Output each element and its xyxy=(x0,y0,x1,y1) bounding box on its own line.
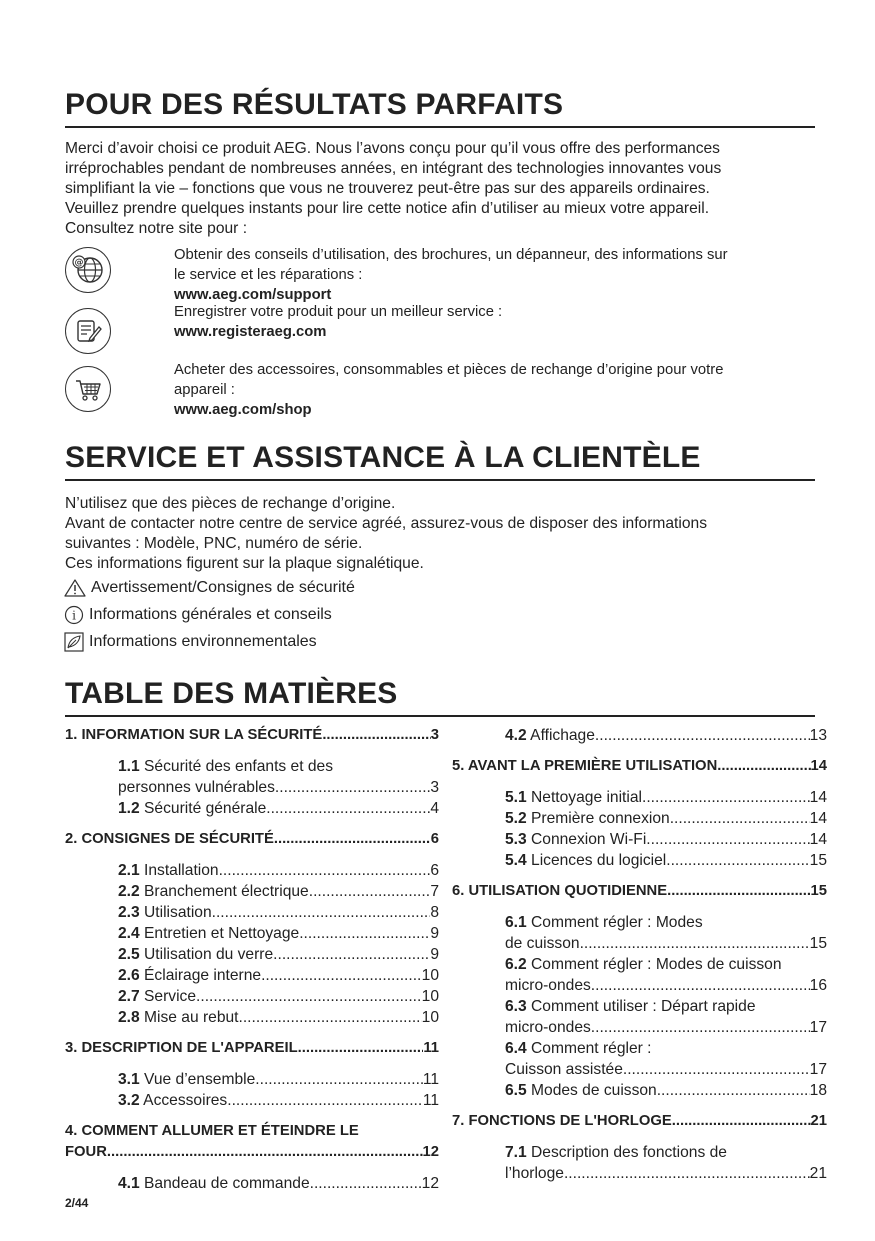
toc-entry-6-5[interactable]: 6.5 Modes de cuisson ..... 18 xyxy=(452,1080,827,1101)
leaf-icon xyxy=(63,632,85,652)
legend-info: i Informations générales et conseils xyxy=(63,605,332,625)
toc-entry-6-2[interactable]: 6.2 Comment régler : Modes de cuisson micro-ondes ..... 16 xyxy=(452,954,827,996)
toc-chapter-2[interactable]: 2. CONSIGNES DE SÉCURITÉ ..... 6 xyxy=(65,829,439,850)
toc-entry-1-1[interactable]: 1.1 Sécurité des enfants et des personnes vulnérables ..... 3 xyxy=(65,756,439,798)
toc-chapter-1[interactable]: 1. INFORMATION SUR LA SÉCURITÉ ..... 3 xyxy=(65,725,439,746)
legend-warning: Avertissement/Consignes de sécurité xyxy=(63,578,355,598)
toc-entry-2-8[interactable]: 2.8 Mise au rebut ..... 10 xyxy=(65,1007,439,1028)
support-link[interactable]: www.aeg.com/support xyxy=(174,287,332,303)
toc-entry-4-1[interactable]: 4.1 Bandeau de commande ..... 12 xyxy=(65,1173,439,1194)
toc-entry-2-6[interactable]: 2.6 Éclairage interne ..... 10 xyxy=(65,965,439,986)
toc-entry-2-3[interactable]: 2.3 Utilisation ..... 8 xyxy=(65,902,439,923)
toc-entry-6-1[interactable]: 6.1 Comment régler : Modes de cuisson ..... 15 xyxy=(452,912,827,954)
toc-entry-5-4[interactable]: 5.4 Licences du logiciel ..... 15 xyxy=(452,850,827,871)
toc-right-column xyxy=(452,725,827,1184)
toc-entry-5-3[interactable]: 5.3 Connexion Wi-Fi ..... 14 xyxy=(452,829,827,850)
toc-entry-2-7[interactable]: 2.7 Service ..... 10 xyxy=(65,986,439,1007)
page-number: 2/44 xyxy=(65,1196,89,1210)
toc-entry-2-2[interactable]: 2.2 Branchement électrique ..... 7 xyxy=(65,881,439,902)
toc-chapter-3[interactable]: 3. DESCRIPTION DE L'APPAREIL ..... 11 xyxy=(65,1038,439,1059)
register-text: Enregistrer votre produit pour un meilleur service : www.registeraeg.com xyxy=(174,304,503,340)
svg-text:@: @ xyxy=(74,258,84,268)
shop-link[interactable]: www.aeg.com/shop xyxy=(174,402,312,418)
toc-entry-2-1[interactable]: 2.1 Installation ..... 6 xyxy=(65,860,439,881)
toc-entry-7-1[interactable]: 7.1 Description des fonctions de l’horloge ..... 21 xyxy=(452,1142,827,1184)
toc-entry-3-2[interactable]: 3.2 Accessoires ..... 11 xyxy=(65,1090,439,1111)
section-title-toc: TABLE DES MATIÈRES xyxy=(65,677,815,717)
toc-chapter-6[interactable]: 6. UTILISATION QUOTIDIENNE ..... 15 xyxy=(452,881,827,902)
toc-entry-6-3[interactable]: 6.3 Comment utiliser : Départ rapide micro-ondes ..... 17 xyxy=(452,996,827,1038)
register-link[interactable]: www.registeraeg.com xyxy=(174,324,327,340)
svg-text:i: i xyxy=(72,608,76,623)
service-paragraph: N’utilisez que des pièces de rechange d’origine. Avant de contacter notre centre de service agréé, assurez-vous de disposer des informations suivantes : Modèle, PNC, numéro de série. Ces informations figurent sur la plaque signalétique. xyxy=(65,495,708,572)
toc-entry-6-4[interactable]: 6.4 Comment régler : Cuisson assistée ..... 17 xyxy=(452,1038,827,1080)
toc-entry-2-5[interactable]: 2.5 Utilisation du verre ..... 9 xyxy=(65,944,439,965)
globe-at-icon xyxy=(65,247,111,293)
toc-entry-5-2[interactable]: 5.2 Première connexion ..... 14 xyxy=(452,808,827,829)
toc-chapter-5[interactable]: 5. AVANT LA PREMIÈRE UTILISATION ..... 14 xyxy=(452,756,827,777)
info-icon xyxy=(63,605,85,625)
intro-paragraph: Merci d’avoir choisi ce produit AEG. Nous l’avons conçu pour qu’il vous offre des performances irréprochables pendant de nombreuses années, en intégrant des technologies innovantes vous simplifiant la vie – fonctions que vous ne trouverez peut-être pas sur des appareils ordinaires. Veuillez prendre quelques instants pour lire cette notice afin d’utiliser au mieux votre appareil. Consultez notre site pour : xyxy=(65,140,722,237)
shop-text: Acheter des accessoires, consommables et pièces de rechange d’origine pour votre appareil : www.aeg.com/shop xyxy=(174,362,724,418)
warning-icon xyxy=(63,578,87,598)
toc-entry-2-4[interactable]: 2.4 Entretien et Nettoyage ..... 9 xyxy=(65,923,439,944)
toc-left-column xyxy=(65,725,439,1194)
register-document-icon xyxy=(65,308,111,354)
toc-chapter-4[interactable]: 4. COMMENT ALLUMER ET ÉTEINDRE LE FOUR ..... 12 xyxy=(65,1121,439,1163)
section-title-service: SERVICE ET ASSISTANCE À LA CLIENTÈLE xyxy=(65,441,815,481)
toc-entry-1-2[interactable]: 1.2 Sécurité générale ..... 4 xyxy=(65,798,439,819)
section-title-perfect-results: POUR DES RÉSULTATS PARFAITS xyxy=(65,88,815,128)
support-text: Obtenir des conseils d’utilisation, des brochures, un dépanneur, des informations sur le service et les réparations : www.aeg.com/support xyxy=(174,247,728,303)
toc-chapter-7[interactable]: 7. FONCTIONS DE L'HORLOGE ..... 21 xyxy=(452,1111,827,1132)
legend-environment: Informations environnementales xyxy=(63,632,317,652)
toc-entry-4-2[interactable]: 4.2 Affichage ..... 13 xyxy=(452,725,827,746)
shopping-cart-icon xyxy=(65,366,111,412)
toc-entry-5-1[interactable]: 5.1 Nettoyage initial ..... 14 xyxy=(452,787,827,808)
toc-entry-3-1[interactable]: 3.1 Vue d’ensemble ..... 11 xyxy=(65,1069,439,1090)
